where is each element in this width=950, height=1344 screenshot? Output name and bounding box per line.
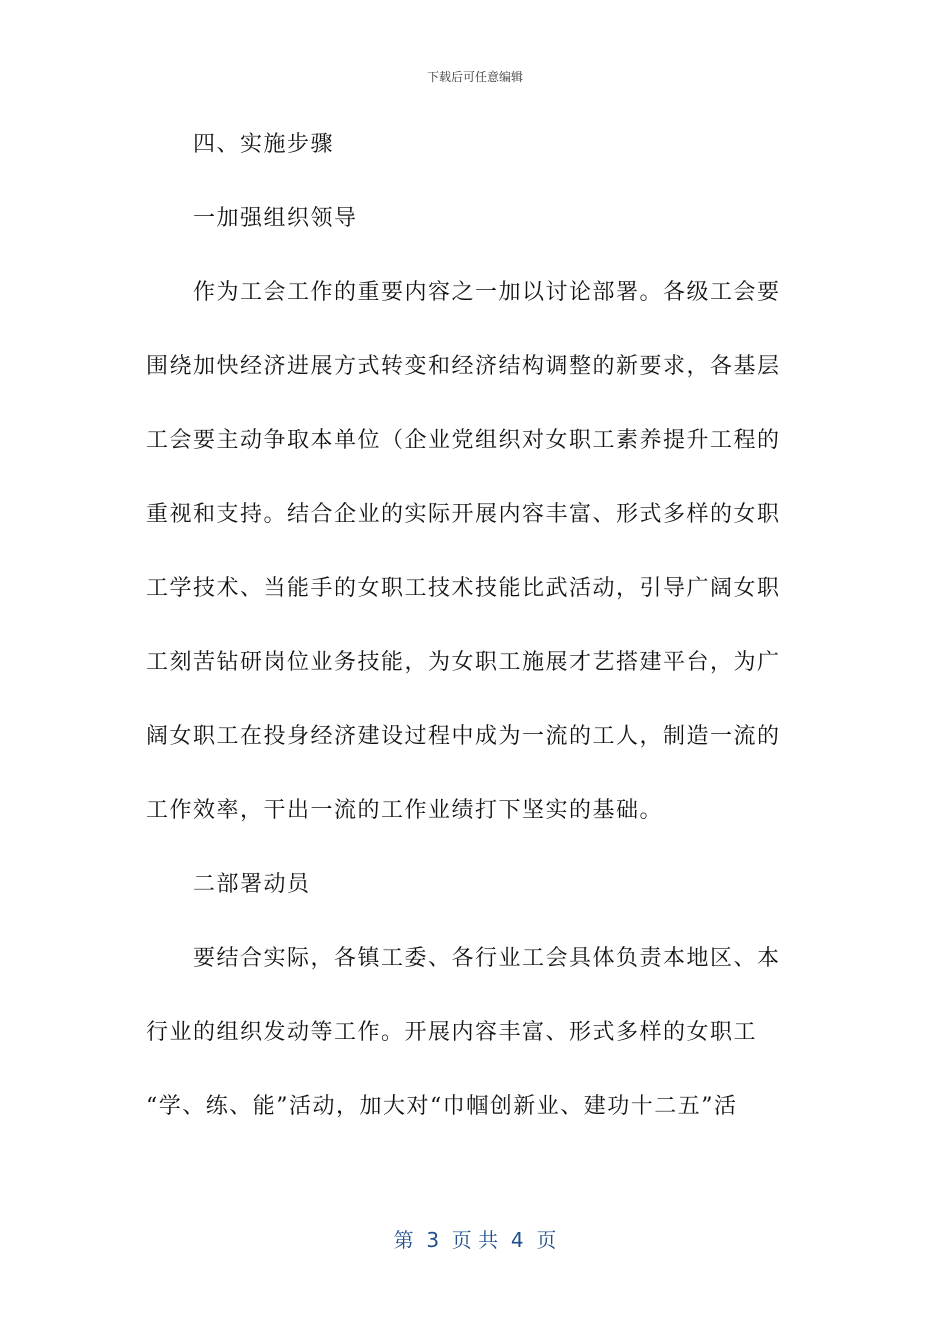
document-body	[146, 126, 791, 1162]
paragraph-2	[146, 940, 791, 1125]
paragraph-line: 工会要主动争取本单位（企业党组织对女职工素养提升工程的	[146, 428, 781, 453]
subsection-heading-2: 二部署动员	[193, 872, 311, 897]
paragraph-line: 作为工会工作的重要内容之一加以讨论部署。各级工会要	[193, 280, 781, 305]
paragraph-line: 行业的组织发动等工作。开展内容丰富、形式多样的女职工	[146, 1020, 758, 1045]
paragraph-line: 阔女职工在投身经济建设过程中成为一流的工人，制造一流的	[146, 724, 781, 749]
paragraph-line: 工作效率，干出一流的工作业绩打下坚实的基础。	[146, 798, 664, 823]
section-heading: 四、实施步骤	[193, 132, 335, 157]
paragraph-line: 围绕加快经济进展方式转变和经济结构调整的新要求，各基层	[146, 354, 781, 379]
paragraph-1	[146, 274, 791, 829]
paragraph-line: 要结合实际，各镇工委、各行业工会具体负责本地区、本	[193, 946, 781, 971]
header-note: 下载后可任意编辑	[426, 70, 523, 84]
paragraph-line: 工学技术、当能手的女职工技术技能比武活动，引导广阔女职	[146, 576, 781, 601]
paragraph-line: 重视和支持。结合企业的实际开展内容丰富、形式多样的女职	[146, 502, 781, 527]
subsection-heading-1: 一加强组织领导	[193, 206, 358, 231]
paragraph-line: “学、练、能”活动，加大对“巾帼创新业、建功十二五”活	[146, 1094, 738, 1119]
page-number-footer: 第 3 页 共 4 页	[393, 1228, 557, 1252]
paragraph-line: 工刻苦钻研岗位业务技能，为女职工施展才艺搭建平台，为广	[146, 650, 781, 675]
